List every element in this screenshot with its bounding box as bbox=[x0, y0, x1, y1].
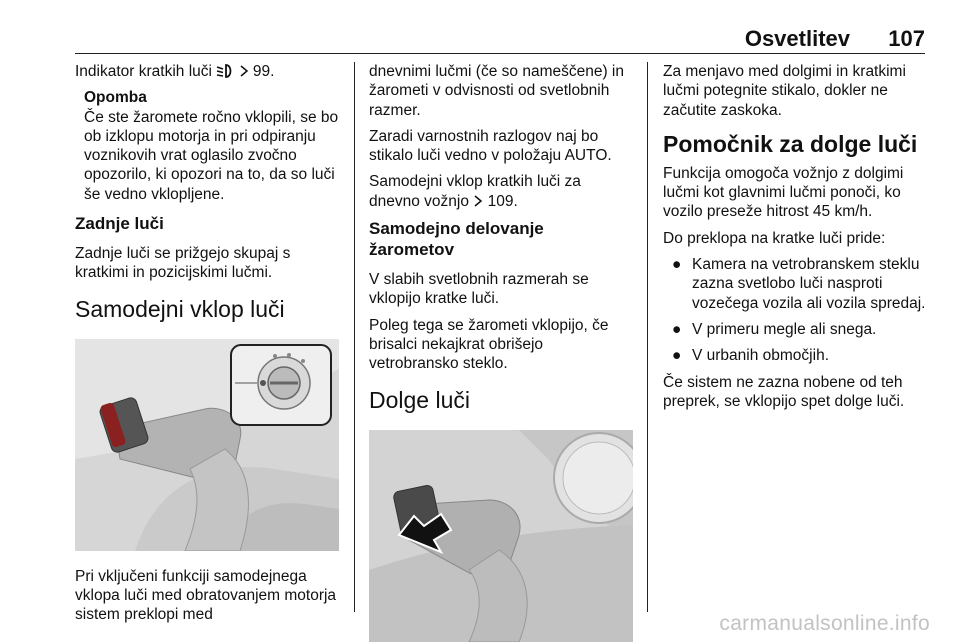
note-body: Če ste žaromete ročno vklopili, se bo ob izklopu motorja in pri odpiranju voznikovih vrat oglasilo zvočno opozorilo, ki opozori na to, da so luči še vedno vklopljene. bbox=[84, 108, 339, 203]
high-beam-stalk-illustration bbox=[369, 430, 633, 642]
col2-para-5: Poleg tega se žarometi vklopijo, če brisalci nekajkrat obrišejo vetrobransko steklo. bbox=[369, 316, 609, 373]
indicator-line: Indikator kratkih luči 99. bbox=[75, 63, 275, 80]
note-title: Opomba bbox=[84, 89, 147, 107]
rear-lights-text: Zadnje luči se prižgejo skupaj s kratkimi in pozicijskimi lučmi. bbox=[75, 245, 291, 282]
bullet-icon: ● bbox=[672, 347, 682, 365]
section-heading-auto-lights: Samodejni vklop luči bbox=[75, 295, 285, 322]
auto-lights-text: Pri vključeni funkciji samodejnega vklopa luči med obratovanjem motorja sistem preklopi med bbox=[75, 567, 337, 624]
list-item: ● Kamera na vetrobranskem steklu zazna svetlobo luči nasproti vozečega vozila ali vozila spredaj. bbox=[672, 256, 926, 312]
column-3 bbox=[663, 62, 928, 418]
col3-para-2: Funkcija omogoča vožnjo z dolgimi lučmi kot glavnimi lučmi ponoči, ko vozilo preseže hitrost 45 km/h. bbox=[663, 164, 904, 221]
col3-para-4: Če sistem ne zazna nobene od teh preprek, se vklopijo spet dolge luči. bbox=[663, 373, 905, 410]
column-1 bbox=[75, 62, 343, 632]
note-box bbox=[75, 88, 343, 204]
col2-para-2: Zaradi varnostnih razlogov naj bo stikalo luči vedno v položaju AUTO. bbox=[369, 127, 612, 165]
page-ref-icon bbox=[239, 63, 253, 80]
column-divider bbox=[647, 62, 648, 612]
low-beam-icon bbox=[216, 63, 238, 80]
section-heading-auto-headlights: Samodejno delovanje žarometov bbox=[369, 219, 544, 260]
bullet-icon: ● bbox=[672, 256, 682, 274]
list-item: ● V primeru megle ali snega. bbox=[672, 320, 877, 338]
col2-para-3: Samodejni vklop kratkih luči za dnevno vožnjo 109. bbox=[369, 173, 581, 210]
column-2 bbox=[369, 62, 633, 642]
page-header-title: Osvetlitev bbox=[744, 26, 850, 51]
page-number: 107 bbox=[888, 26, 925, 51]
page-ref-icon bbox=[473, 193, 487, 210]
auto-position-label: AUTO bbox=[564, 147, 608, 165]
section-heading-high-beam: Dolge luči bbox=[369, 386, 470, 413]
col3-para-1: Za menjavo med dolgimi in kratkimi lučmi potegnite stikalo, dokler ne začutite zaskoka. bbox=[663, 63, 906, 119]
col2-para-1: dnevnimi lučmi (če so nameščene) in žarometi v odvisnosti od svetlobnih razmer. bbox=[369, 63, 624, 119]
indicator-ref: 99. bbox=[252, 63, 275, 80]
condition-list bbox=[663, 255, 928, 365]
section-heading-rear-lights: Zadnje luči bbox=[75, 214, 164, 234]
list-item: ● V urbanih območjih. bbox=[672, 347, 829, 365]
light-switch-illustration bbox=[75, 339, 339, 551]
header-rule bbox=[75, 53, 925, 54]
watermark: carmanualsonline.info bbox=[719, 612, 930, 635]
bullet-icon: ● bbox=[672, 320, 682, 338]
col3-para-3: Do preklopa na kratke luči pride: bbox=[663, 229, 886, 247]
section-heading-high-beam-assist: Pomočnik za dolge luči bbox=[663, 130, 918, 157]
col2-para-4: V slabih svetlobnih razmerah se vklopijo kratke luči. bbox=[369, 271, 589, 308]
column-divider bbox=[354, 62, 355, 612]
